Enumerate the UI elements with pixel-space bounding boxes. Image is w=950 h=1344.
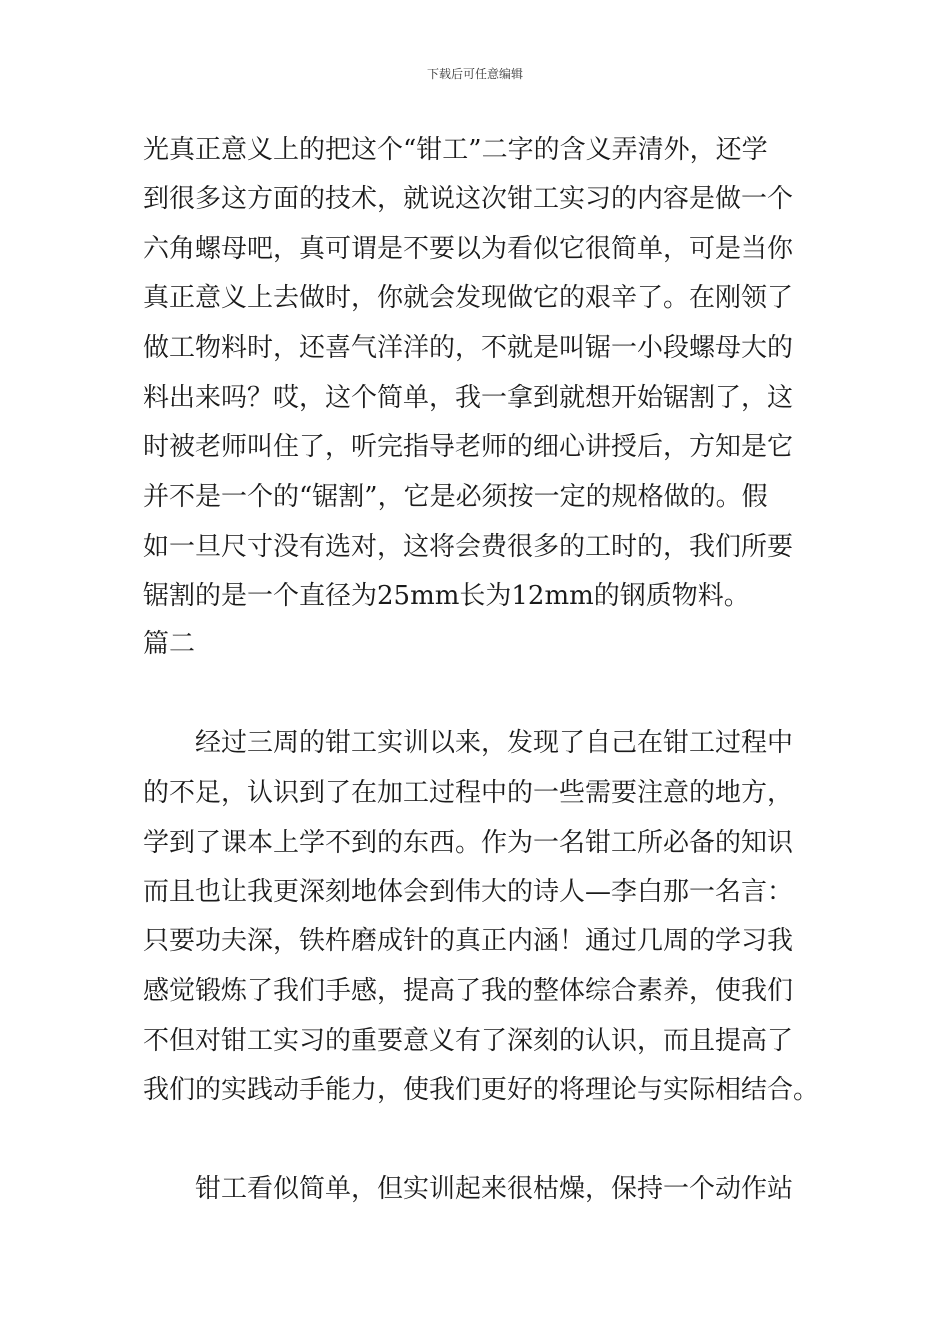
text-line: 钳工看似简单，但实训起来很枯燥，保持一个动作站 bbox=[195, 1174, 794, 1204]
text-line: 锯割的是一个直径为25mm长为12mm的钢质物料。 bbox=[143, 581, 750, 611]
text-line: 的不足，认识到了在加工过程中的一些需要注意的地方， bbox=[143, 778, 794, 808]
text-line: 真正意义上去做时，你就会发现做它的艰辛了。在刚领了 bbox=[143, 283, 794, 313]
text-line: 而且也让我更深刻地体会到伟大的诗人—李白那一名言： bbox=[143, 877, 794, 907]
text-line: 时被老师叫住了，听完指导老师的细心讲授后，方知是它 bbox=[143, 432, 794, 462]
text-line: 到很多这方面的技术，就说这次钳工实习的内容是做一个 bbox=[143, 184, 794, 214]
text-line: 学到了课本上学不到的东西。作为一名钳工所必备的知识 bbox=[143, 828, 794, 858]
text-line: 如一旦尺寸没有选对，这将会费很多的工时的，我们所要 bbox=[143, 532, 794, 562]
text-line: 做工物料时，还喜气洋洋的，不就是叫锯一小段螺母大的 bbox=[143, 333, 794, 363]
text-line: 我们的实践动手能力，使我们更好的将理论与实际相结合。 bbox=[143, 1075, 820, 1105]
text-line: 并不是一个的“锯割”，它是必须按一定的规格做的。假 bbox=[143, 482, 768, 512]
text-line: 经过三周的钳工实训以来，发现了自己在钳工过程中 bbox=[195, 728, 794, 758]
text-line: 光真正意义上的把这个“钳工”二字的含义弄清外，还学 bbox=[143, 135, 768, 165]
section-heading: 篇二 bbox=[143, 629, 196, 659]
text-line: 只要功夫深，铁杵磨成针的真正内涵！通过几周的学习我 bbox=[143, 926, 794, 956]
text-line: 感觉锻炼了我们手感，提高了我的整体综合素养，使我们 bbox=[143, 976, 794, 1006]
text-line: 料出来吗？哎，这个简单，我一拿到就想开始锯割了，这 bbox=[143, 383, 794, 413]
text-line: 六角螺母吧，真可谓是不要以为看似它很简单，可是当你 bbox=[143, 234, 794, 264]
text-line: 不但对钳工实习的重要意义有了深刻的认识，而且提高了 bbox=[143, 1026, 794, 1056]
page-header: 下载后可任意编辑 bbox=[426, 67, 523, 81]
